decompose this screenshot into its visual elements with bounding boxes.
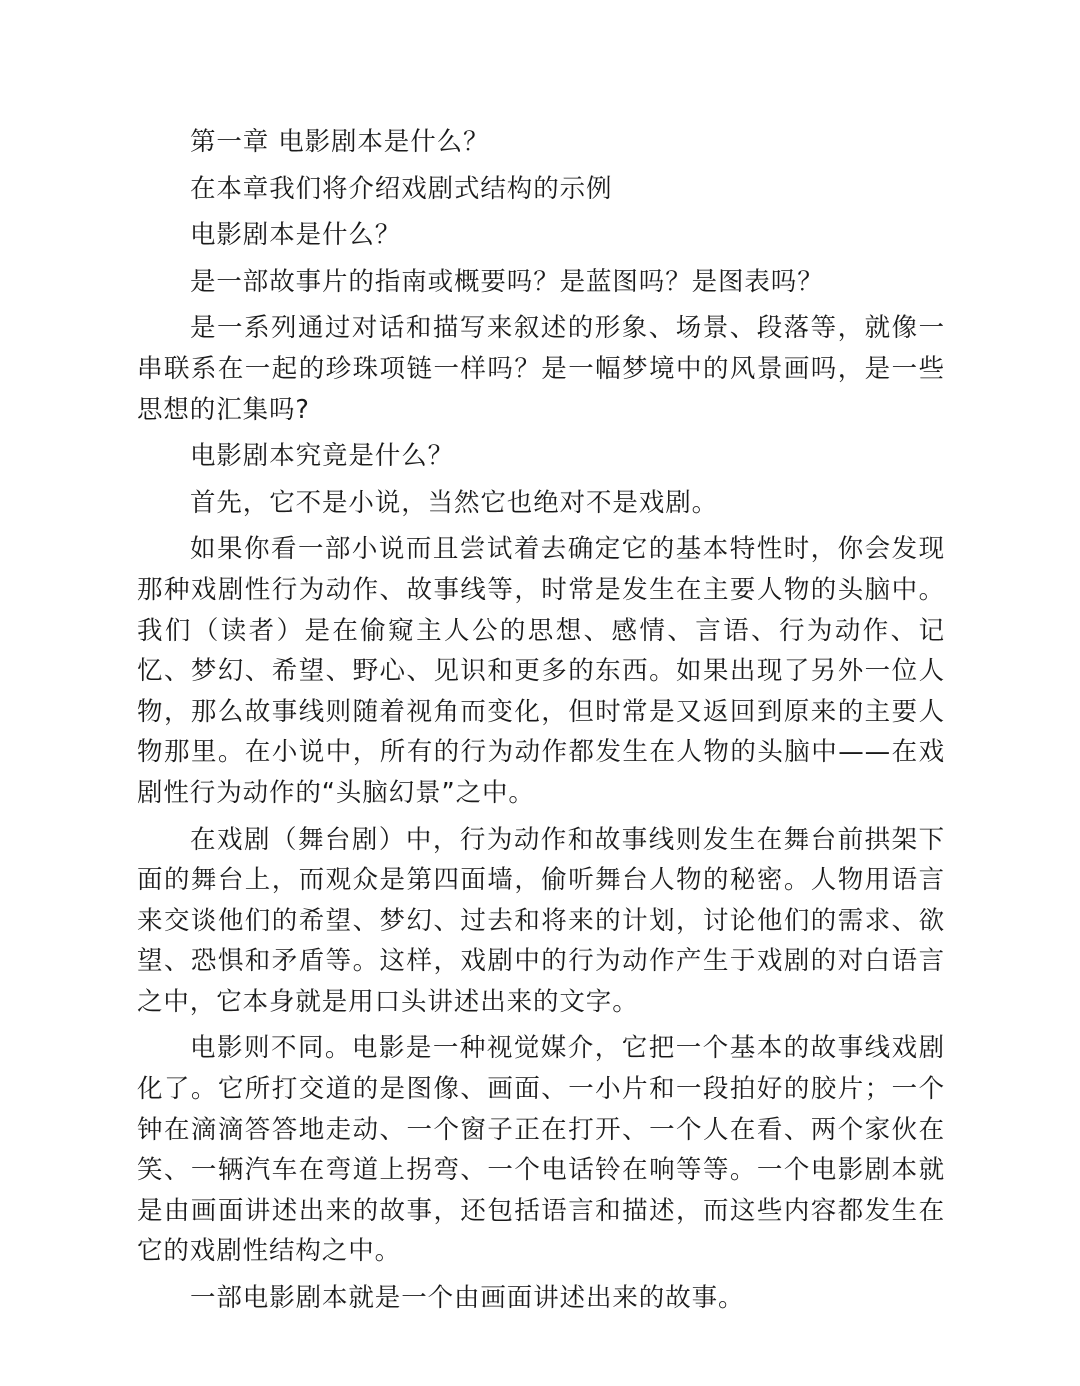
paragraph-conclusion: 一部电影剧本就是一个由画面讲述出来的故事。	[190, 1283, 745, 1314]
chapter-intro: 在本章我们将介绍戏剧式结构的示例	[190, 173, 613, 204]
chapter-heading: 第一章 电影剧本是什么？	[190, 127, 490, 157]
paragraph: 首先，它不是小说，当然它也绝对不是戏剧。	[190, 487, 719, 518]
document-page	[137, 122, 945, 1325]
paragraph-film: 电影则不同。电影是一种视觉媒介，它把一个基本的故事线戏剧化了。它所打交道的是图像、画面、一小片和一段拍好的胶片；一个钟在滴滴答答地走动、一个窗子正在打开、一个人在看、两个家伙在笑、一辆汽车在弯道上拐弯、一个电话铃在响等等。一个电影剧本就是由画面讲述出来的故事，还包括语言和描述，而这些内容都发生在它的戏剧性结构之中。	[137, 1033, 945, 1267]
paragraph: 是一部故事片的指南或概要吗？是蓝图吗？是图表吗？	[190, 266, 824, 297]
paragraph: 是一系列通过对话和描写来叙述的形象、场景、段落等，就像一串联系在一起的珍珠项链一样吗？是一幅梦境中的风景画吗，是一些思想的汇集吗?	[137, 313, 945, 425]
section-question: 电影剧本是什么？	[190, 220, 402, 251]
paragraph-novel: 如果你看一部小说而且尝试着去确定它的基本特性时，你会发现那种戏剧性行为动作、故事线等，时常是发生在主要人物的头脑中。我们（读者）是在偷窥主人公的思想、感情、言语、行为动作、记忆、梦幻、希望、野心、见识和更多的东西。如果出现了另外一位人物，那么故事线则随着视角而变化，但时常是又返回到原来的主要人物那里。在小说中，所有的行为动作都发生在人物的头脑中——在戏剧性行为动作的“头脑幻景”之中。	[137, 534, 945, 808]
paragraph-theatre: 在戏剧（舞台剧）中，行为动作和故事线则发生在舞台前拱架下面的舞台上，而观众是第四面墙，偷听舞台人物的秘密。人物用语言来交谈他们的希望、梦幻、过去和将来的计划，讨论他们的需求、欲望、恐惧和矛盾等。这样，戏剧中的行为动作产生于戏剧的对白语言之中，它本身就是用口头讲述出来的文字。	[137, 824, 945, 1017]
paragraph: 电影剧本究竟是什么？	[190, 441, 455, 472]
